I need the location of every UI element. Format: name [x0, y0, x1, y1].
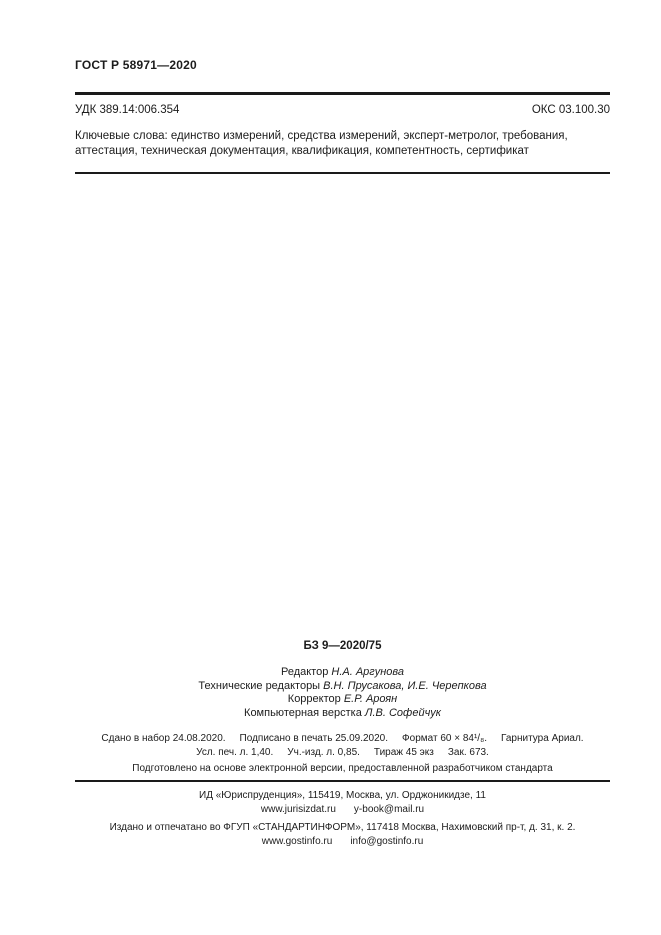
header-rule [75, 92, 610, 95]
publisher-email: y-book@mail.ru [353, 803, 425, 815]
classification-row [75, 104, 610, 116]
prepared-note: Подготовлено на основе электронной версии, предоставленной разработчиком стандарта [132, 763, 553, 774]
typeset-date: Сдано в набор 24.08.2020. [101, 733, 226, 744]
editor-names: Е.Р. Ароян [343, 693, 398, 705]
editor-role: Компьютерная верстка [244, 706, 362, 719]
oks-code: ОКС 03.100.30 [531, 104, 610, 116]
publisher-block-standartinform [75, 821, 610, 848]
publisher-address: ИД «Юриспруденция», 115419, Москва, ул. Орджоникидзе, 11 [199, 790, 486, 801]
print-date: Подписано в печать 25.09.2020. [239, 733, 389, 744]
footer-rule [75, 780, 610, 782]
editor-line [75, 707, 610, 721]
typeface: Гарнитура Ариал. [501, 733, 584, 744]
editor-names: Л.В. Софейчук [364, 706, 441, 719]
publisher-email: info@gostinfo.ru [350, 835, 424, 847]
publisher-block-jurisizdat [75, 789, 610, 816]
editor-line [75, 693, 610, 707]
udk-code: УДК 389.14:006.354 [75, 104, 180, 116]
keywords-paragraph: Ключевые слова: единство измерений, средства измерений, эксперт-метролог, требования, аттестация, техническая документация, квалификация, компетентность, сертификат [75, 130, 568, 157]
print-info-line-1 [75, 732, 610, 746]
publishing-sheets: Уч.-изд. л. 0,85. [287, 746, 360, 758]
editors-block [75, 666, 610, 720]
publisher-contacts [75, 835, 610, 849]
editor-role: Технические редакторы [198, 679, 321, 692]
editor-line [75, 666, 610, 680]
circulation: Тираж 45 экз [373, 746, 434, 758]
print-info-block [75, 732, 610, 759]
publisher-website: www.jurisizdat.ru [260, 803, 336, 815]
publisher-website: www.gostinfo.ru [261, 835, 333, 847]
format: Формат 60 × 84¹/₈. [402, 733, 488, 744]
editor-names: В.Н. Прусакова, И.Е. Черепкова [323, 679, 487, 692]
publisher-address: Издано и отпечатано во ФГУП «СТАНДАРТИНФОРМ», 117418 Москва, Нахимовский пр-т, д. 31, к. 2. [109, 822, 576, 833]
editor-role: Корректор [287, 693, 341, 705]
editor-line [75, 680, 610, 694]
bz-code: БЗ 9—2020/75 [303, 640, 382, 652]
print-info-line-2 [75, 746, 610, 760]
editor-role: Редактор [280, 666, 329, 678]
conventional-sheets: Усл. печ. л. 1,40. [196, 746, 274, 758]
keywords-rule [75, 172, 610, 174]
publisher-contacts [75, 803, 610, 817]
order-number: Зак. 673. [447, 746, 489, 758]
editor-names: Н.А. Аргунова [331, 666, 405, 678]
standard-designation: ГОСТ Р 58971—2020 [75, 58, 197, 72]
